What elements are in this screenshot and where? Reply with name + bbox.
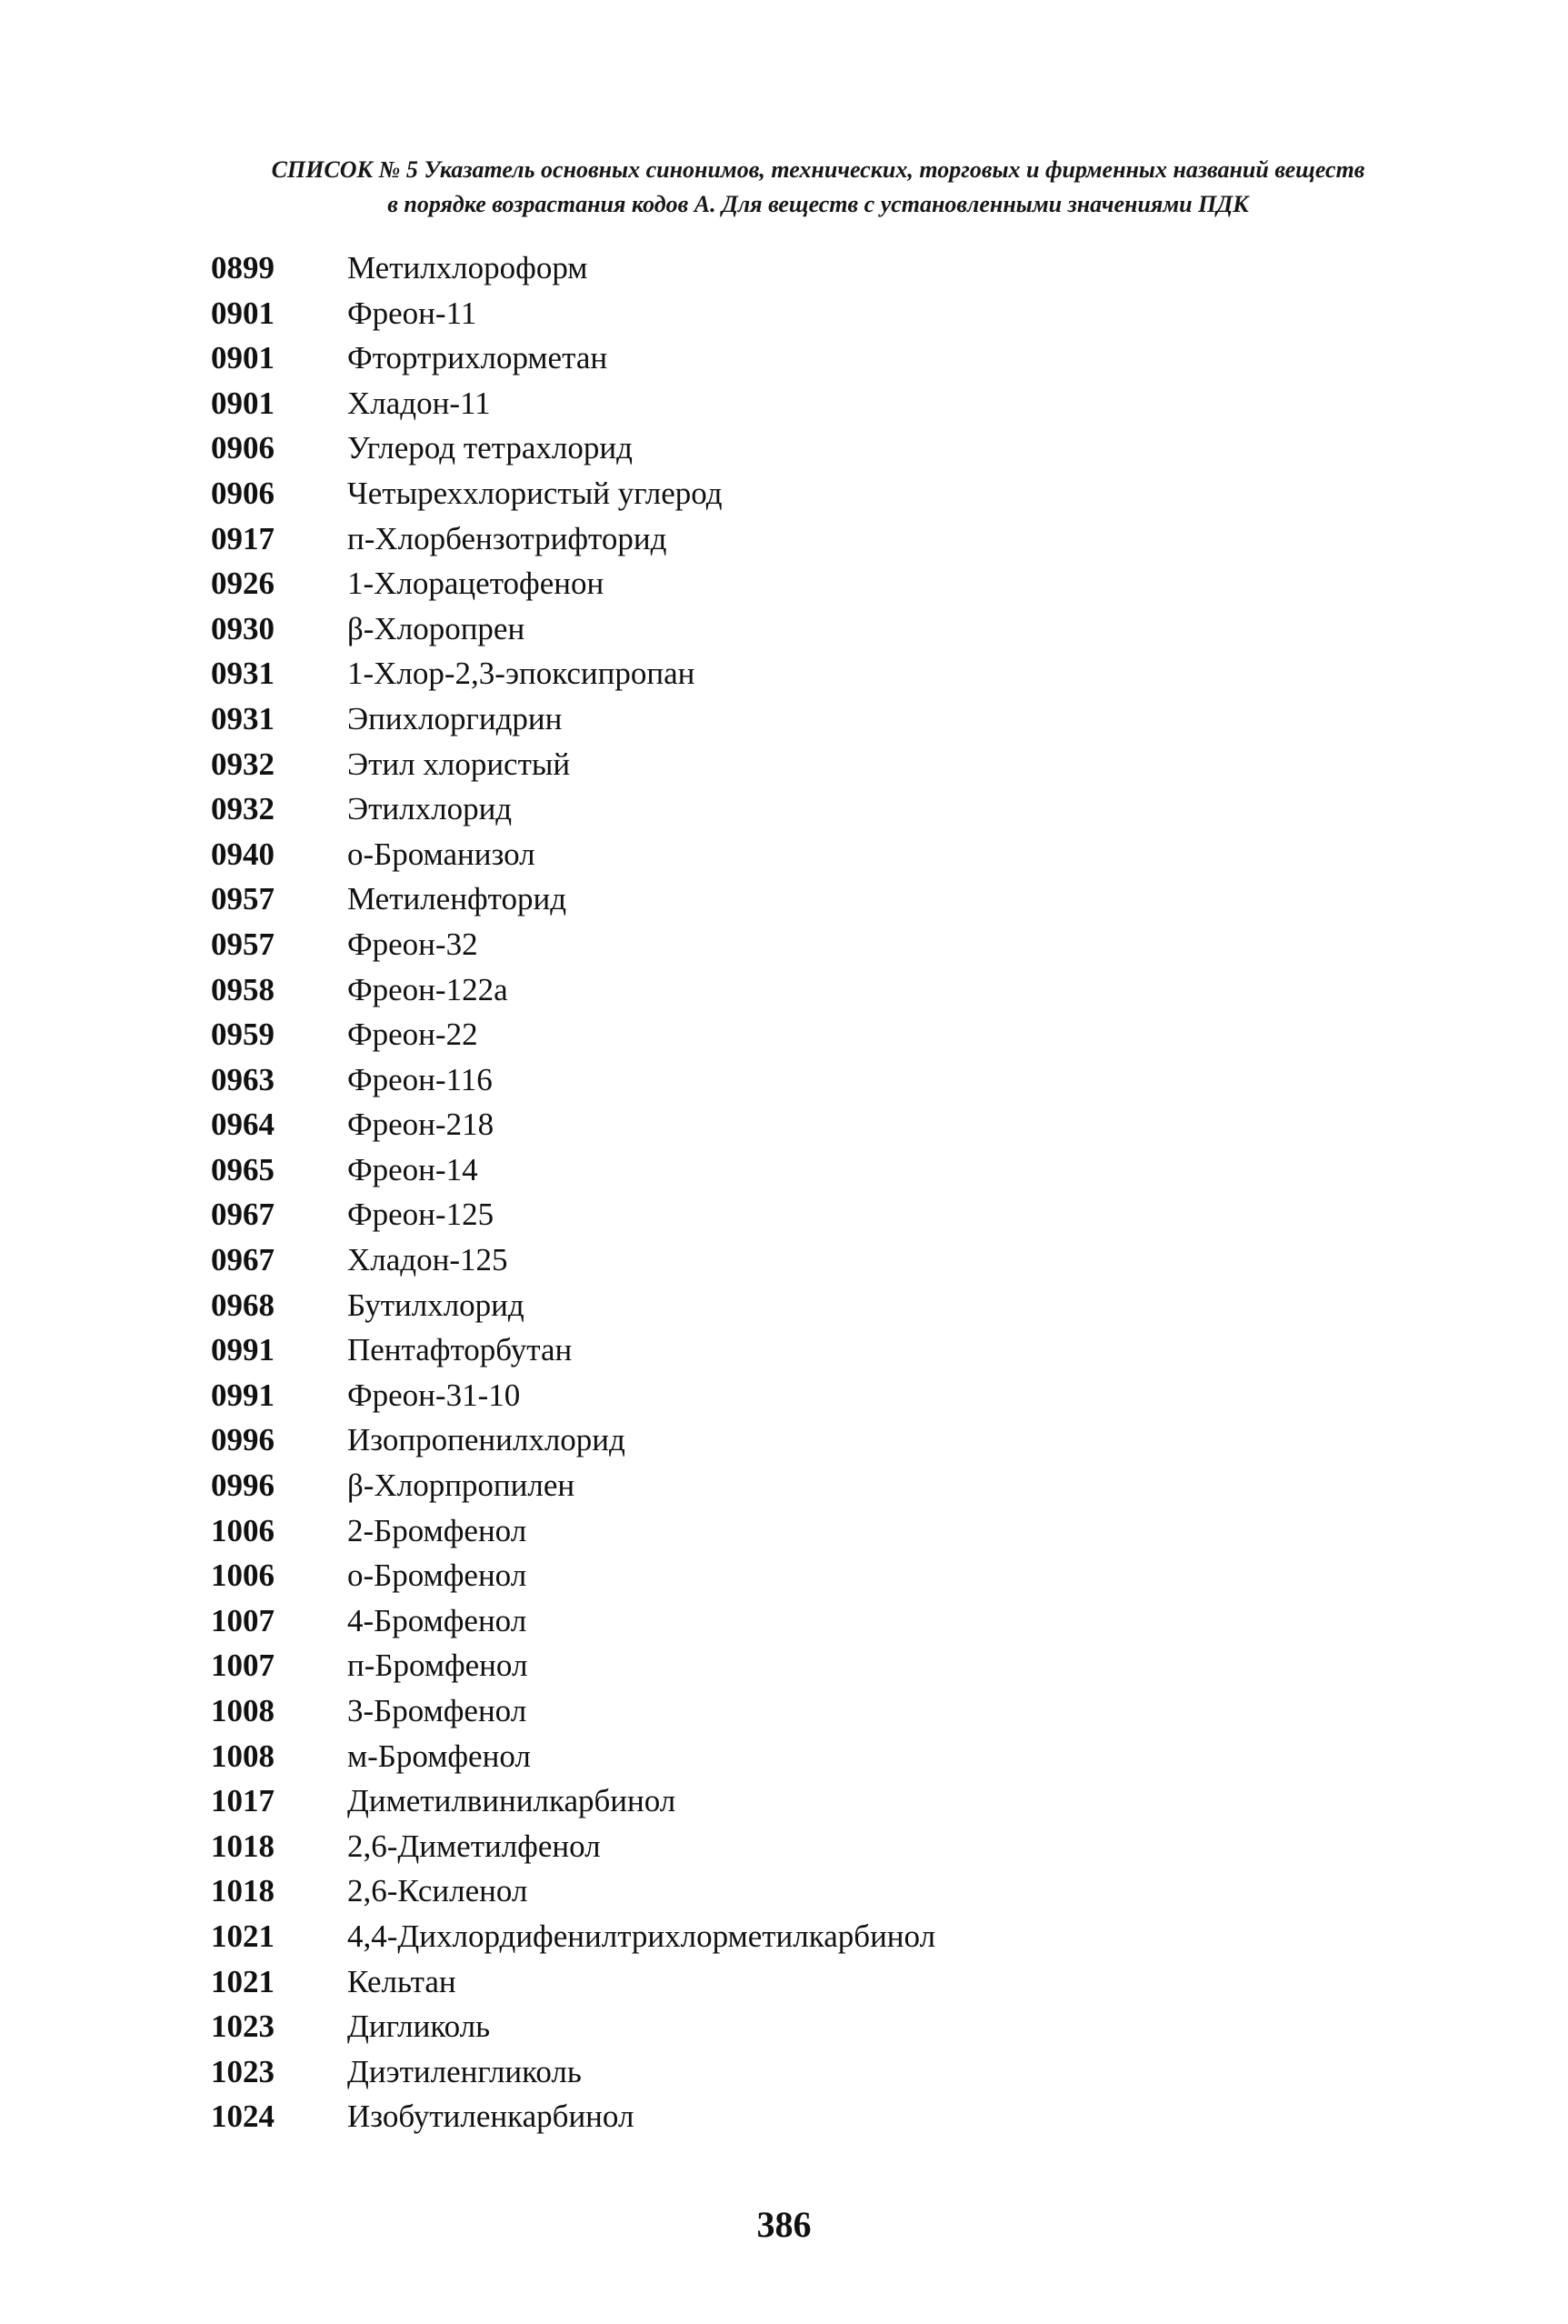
entry-name: Фреон-122а xyxy=(347,971,508,1007)
entry-code: 0906 xyxy=(211,475,275,511)
list-item xyxy=(211,877,1393,922)
entry-name: о-Бромфенол xyxy=(347,1558,527,1594)
list-item xyxy=(211,696,1393,742)
entry-name: м-Бромфенол xyxy=(347,1738,531,1774)
list-item xyxy=(211,1824,1393,1869)
list-item xyxy=(211,381,1393,426)
entry-code: 0958 xyxy=(211,971,275,1007)
entry-code: 1021 xyxy=(211,1918,275,1954)
entry-code: 0930 xyxy=(211,610,275,646)
entry-code: 0917 xyxy=(211,520,275,556)
entry-name: Фреон-218 xyxy=(347,1107,494,1143)
entry-name: п-Хлорбензотрифторид xyxy=(347,520,667,556)
list-item xyxy=(211,1868,1393,1914)
entry-code: 0968 xyxy=(211,1287,275,1323)
list-item xyxy=(211,1553,1393,1598)
list-item xyxy=(211,651,1393,696)
entry-code: 0967 xyxy=(211,1242,275,1278)
list-item xyxy=(211,1057,1393,1103)
list-item xyxy=(211,1147,1393,1193)
entry-name: Диметилвинилкарбинол xyxy=(347,1783,676,1819)
entry-name: Фреон-125 xyxy=(347,1197,494,1233)
list-item xyxy=(211,922,1393,967)
entry-name: β-Хлорпропилен xyxy=(347,1468,575,1504)
list-item xyxy=(211,832,1393,877)
entry-code: 0940 xyxy=(211,836,275,872)
entry-name: 1-Хлор-2,3-эпоксипропан xyxy=(347,656,695,692)
entry-name: Фтортрихлорметан xyxy=(347,340,608,376)
header-line-1: СПИСОК № 5 Указатель основных синонимов, технических, торговых и фирменных названий веществ xyxy=(271,156,1365,183)
list-item xyxy=(211,2094,1393,2139)
list-item xyxy=(211,1914,1393,1959)
list-item xyxy=(211,1508,1393,1554)
entry-code: 0957 xyxy=(211,926,275,962)
entry-code: 0964 xyxy=(211,1107,275,1143)
page-header xyxy=(164,153,1473,222)
entry-name: Фреон-116 xyxy=(347,1061,493,1097)
entry-code: 0996 xyxy=(211,1422,275,1458)
list-item xyxy=(211,1643,1393,1688)
entry-name: Этилхлорид xyxy=(347,791,513,827)
entry-name: 1-Хлорацетофенон xyxy=(347,566,604,602)
entry-code: 1007 xyxy=(211,1602,275,1638)
list-item xyxy=(211,1192,1393,1237)
entry-code: 0991 xyxy=(211,1377,275,1413)
entry-code: 1018 xyxy=(211,1873,275,1909)
entry-code: 1023 xyxy=(211,2053,275,2089)
entry-name: Метиленфторид xyxy=(347,881,567,917)
entry-name: Четыреххлористый углерод xyxy=(347,475,723,511)
entry-name: Дигликоль xyxy=(347,2008,491,2045)
entry-code: 0963 xyxy=(211,1061,275,1097)
entry-name: 4-Бромфенол xyxy=(347,1602,527,1638)
entry-name: Эпихлоргидрин xyxy=(347,700,563,736)
list-item xyxy=(211,1734,1393,1779)
entry-name: Кельтан xyxy=(347,1963,456,1999)
list-item xyxy=(211,1598,1393,1644)
list-item xyxy=(211,426,1393,471)
entry-name: 3-Бромфенол xyxy=(347,1693,527,1728)
list-item xyxy=(211,245,1393,291)
entry-code: 0932 xyxy=(211,746,275,782)
entry-code: 1006 xyxy=(211,1558,275,1594)
entry-code: 1007 xyxy=(211,1648,275,1684)
entry-code: 0901 xyxy=(211,295,275,331)
entry-code: 0967 xyxy=(211,1197,275,1233)
entry-code: 0932 xyxy=(211,791,275,827)
entry-code: 1017 xyxy=(211,1783,275,1819)
list-item xyxy=(211,1283,1393,1328)
list-item xyxy=(211,2004,1393,2049)
list-item xyxy=(211,1102,1393,1147)
list-item xyxy=(211,516,1393,562)
page-number: 386 xyxy=(756,2204,812,2245)
entry-name: Изопропенилхлорид xyxy=(347,1422,625,1458)
entry-name: 2,6-Диметилфенол xyxy=(347,1828,601,1864)
entry-code: 1006 xyxy=(211,1512,275,1548)
list-item xyxy=(211,1778,1393,1824)
entry-code: 1021 xyxy=(211,1963,275,1999)
list-item xyxy=(211,561,1393,606)
list-item xyxy=(211,1959,1393,2005)
entry-code: 0901 xyxy=(211,385,275,421)
list-item xyxy=(211,336,1393,381)
entry-code: 1024 xyxy=(211,2099,275,2135)
entry-code: 0991 xyxy=(211,1332,275,1368)
entry-code: 0965 xyxy=(211,1151,275,1187)
list-item xyxy=(211,471,1393,516)
entry-name: 2,6-Ксиленол xyxy=(347,1873,528,1909)
header-line-2: в порядке возрастания кодов А. Для веществ с установленными значениями ПДК xyxy=(387,191,1249,217)
list-item xyxy=(211,291,1393,336)
entry-code: 0901 xyxy=(211,340,275,376)
list-item xyxy=(211,967,1393,1013)
list-item xyxy=(211,1327,1393,1373)
entry-code: 0996 xyxy=(211,1468,275,1504)
entry-name: Углерод тетрахлорид xyxy=(347,430,633,466)
entry-name: Хладон-11 xyxy=(347,385,491,421)
list-item xyxy=(211,1012,1393,1057)
entry-name: Фреон-31-10 xyxy=(347,1377,521,1413)
entry-code: 0926 xyxy=(211,566,275,602)
entry-name: Фреон-32 xyxy=(347,926,478,962)
entry-name: 2-Бромфенол xyxy=(347,1512,527,1548)
list-item xyxy=(211,1417,1393,1463)
entry-name: Изобутиленкарбинол xyxy=(347,2099,634,2135)
entry-name: Фреон-11 xyxy=(347,295,477,331)
entry-code: 0906 xyxy=(211,430,275,466)
list-item xyxy=(211,1463,1393,1508)
entry-code: 1008 xyxy=(211,1738,275,1774)
entry-name: Метилхлороформ xyxy=(347,250,588,285)
list-item xyxy=(211,1688,1393,1734)
list-item xyxy=(211,786,1393,832)
entry-name: Хладон-125 xyxy=(347,1242,508,1278)
list-item xyxy=(211,742,1393,787)
entry-name: β-Хлоропрен xyxy=(347,610,525,646)
synonym-list xyxy=(211,245,1393,2139)
entry-name: о-Броманизол xyxy=(347,836,535,872)
entry-name: Диэтиленгликоль xyxy=(347,2053,582,2089)
entry-code: 0959 xyxy=(211,1017,275,1053)
list-item xyxy=(211,1237,1393,1283)
entry-code: 0957 xyxy=(211,881,275,917)
list-item xyxy=(211,2049,1393,2095)
entry-name: Фреон-22 xyxy=(347,1017,478,1053)
entry-code: 1018 xyxy=(211,1828,275,1864)
list-item xyxy=(211,1373,1393,1418)
entry-code: 0931 xyxy=(211,700,275,736)
entry-code: 0899 xyxy=(211,250,275,285)
entry-name: Пентафторбутан xyxy=(347,1332,573,1368)
entry-code: 1008 xyxy=(211,1693,275,1728)
entry-name: Фреон-14 xyxy=(347,1151,478,1187)
entry-name: Бутилхлорид xyxy=(347,1287,524,1323)
entry-code: 0931 xyxy=(211,656,275,692)
entry-name: п-Бромфенол xyxy=(347,1648,528,1684)
list-item xyxy=(211,606,1393,652)
entry-name: 4,4-Дихлордифенилтрихлорметилкарбинол xyxy=(347,1918,936,1954)
entry-name: Этил хлористый xyxy=(347,746,571,782)
entry-code: 1023 xyxy=(211,2008,275,2045)
